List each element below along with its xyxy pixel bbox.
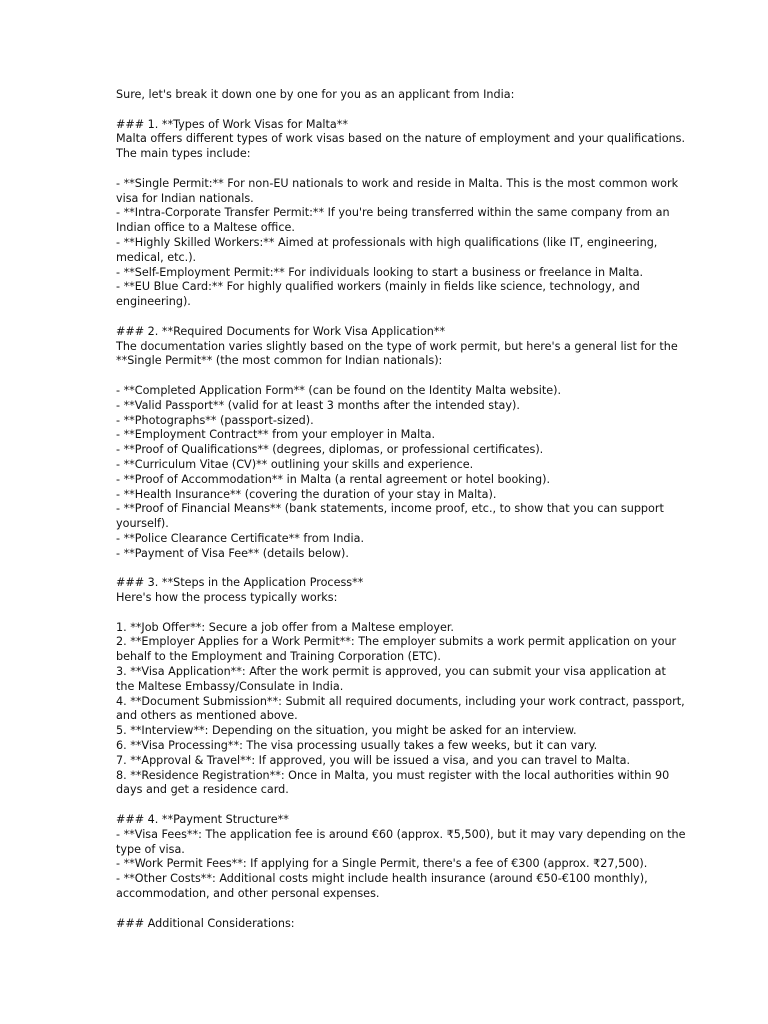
- numbered-step: 8. **Residence Registration**: Once in Malta, you must register with the local authorities within 90: [116, 768, 670, 782]
- list-item: - **Single Permit:** For non-EU nationals to work and reside in Malta. This is the most common work: [116, 176, 679, 190]
- list-item: - **Other Costs**: Additional costs might include health insurance (around €50-€100 monthly),: [116, 872, 648, 886]
- list-item-continued: medical, etc.).: [116, 250, 197, 264]
- text-line: Here's how the process typically works:: [116, 591, 338, 605]
- section-heading: ### 4. **Payment Structure**: [116, 813, 289, 827]
- numbered-step: 6. **Visa Processing**: The visa processing usually takes a few weeks, but it can vary.: [116, 739, 598, 753]
- section-heading: ### 1. **Types of Work Visas for Malta**: [116, 117, 348, 131]
- list-item: - **Proof of Financial Means** (bank statements, income proof, etc., to show that you can support: [116, 502, 664, 516]
- numbered-step: 7. **Approval & Travel**: If approved, you will be issued a visa, and you can travel to Malta.: [116, 753, 631, 767]
- list-item: - **Visa Fees**: The application fee is around €60 (approx. ₹5,500), but it may vary depending on the: [116, 827, 686, 841]
- numbered-step-continued: days and get a residence card.: [116, 783, 289, 797]
- blank-line: [116, 310, 656, 325]
- text-line: The documentation varies slightly based on the type of work permit, but here's a general list for the: [116, 339, 678, 353]
- list-item-continued: accommodation, and other personal expenses.: [116, 887, 380, 901]
- numbered-step: 3. **Visa Application**: After the work permit is approved, you can submit your visa application at: [116, 665, 666, 679]
- numbered-step-continued: behalf to the Employment and Training Corporation (ETC).: [116, 650, 441, 664]
- list-item: - **Health Insurance** (covering the duration of your stay in Malta).: [116, 487, 497, 501]
- text-line: Malta offers different types of work visas based on the nature of employment and your qualifications.: [116, 132, 686, 146]
- blank-line: [116, 162, 656, 177]
- numbered-step: 1. **Job Offer**: Secure a job offer from a Maltese employer.: [116, 620, 454, 634]
- blank-line: [116, 562, 656, 577]
- list-item: - **Work Permit Fees**: If applying for a Single Permit, there's a fee of €300 (approx. ₹27,500).: [116, 857, 648, 871]
- list-item: - **Highly Skilled Workers:** Aimed at professionals with high qualifications (like IT, engineering,: [116, 235, 658, 249]
- list-item: - **Curriculum Vitae (CV)** outlining your skills and experience.: [116, 457, 474, 471]
- list-item-continued: type of visa.: [116, 842, 185, 856]
- list-item: - **Photographs** (passport-sized).: [116, 413, 314, 427]
- numbered-step: 2. **Employer Applies for a Work Permit**: The employer submits a work permit application on your: [116, 635, 677, 649]
- numbered-step-continued: the Maltese Embassy/Consulate in India.: [116, 679, 344, 693]
- blank-line: [116, 606, 656, 621]
- blank-line: [116, 902, 656, 917]
- section-heading: ### Additional Considerations:: [116, 916, 295, 930]
- list-item: - **Police Clearance Certificate** from India.: [116, 531, 365, 545]
- blank-line: [116, 798, 656, 813]
- text-line: Sure, let's break it down one by one for you as an applicant from India:: [116, 88, 515, 101]
- list-item: - **Valid Passport** (valid for at least 3 months after the intended stay).: [116, 398, 520, 412]
- document-page: [116, 88, 686, 931]
- list-item: - **Intra-Corporate Transfer Permit:** If you're being transferred within the same company from an: [116, 206, 670, 220]
- list-item: - **EU Blue Card:** For highly qualified workers (mainly in fields like science, technology, and: [116, 280, 640, 294]
- numbered-step-continued: and others as mentioned above.: [116, 709, 298, 723]
- list-item: - **Completed Application Form** (can be found on the Identity Malta website).: [116, 383, 562, 397]
- list-item: - **Proof of Accommodation** in Malta (a rental agreement or hotel booking).: [116, 472, 551, 486]
- list-item: - **Employment Contract** from your employer in Malta.: [116, 428, 436, 442]
- numbered-step: 4. **Document Submission**: Submit all required documents, including your work contract, passport,: [116, 694, 685, 708]
- list-item-continued: engineering).: [116, 295, 191, 309]
- text-line: **Single Permit** (the most common for Indian nationals):: [116, 354, 443, 368]
- list-item-continued: visa for Indian nationals.: [116, 191, 254, 205]
- section-heading: ### 3. **Steps in the Application Process**: [116, 576, 364, 590]
- blank-line: [116, 369, 656, 384]
- section-heading: ### 2. **Required Documents for Work Visa Application**: [116, 324, 446, 338]
- list-item-continued: yourself).: [116, 517, 169, 531]
- numbered-step: 5. **Interview**: Depending on the situation, you might be asked for an interview.: [116, 724, 577, 738]
- list-item: - **Proof of Qualifications** (degrees, diplomas, or professional certificates).: [116, 443, 544, 457]
- text-line: The main types include:: [116, 147, 251, 161]
- list-item-continued: Indian office to a Maltese office.: [116, 221, 295, 235]
- list-item: - **Self-Employment Permit:** For individuals looking to start a business or freelance in Malta.: [116, 265, 644, 279]
- blank-line: [116, 103, 656, 118]
- list-item: - **Payment of Visa Fee** (details below).: [116, 546, 349, 560]
